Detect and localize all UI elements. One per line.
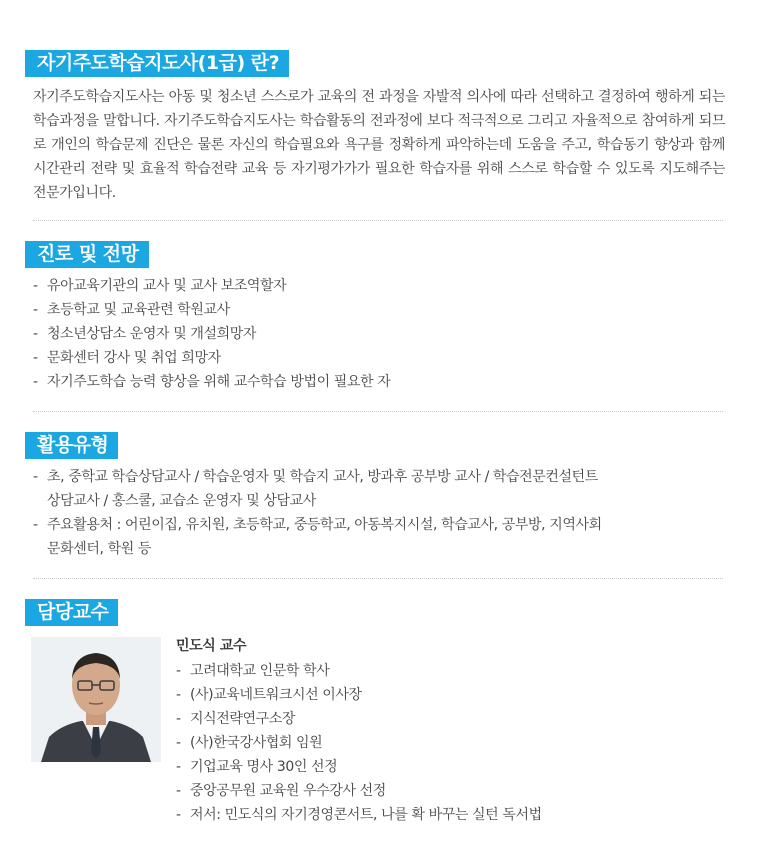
dash-bullet: - <box>33 517 38 533</box>
list-item-text: 청소년상담소 운영자 및 개설희망자 <box>47 326 257 342</box>
dash-bullet: - <box>176 687 181 703</box>
list-item <box>176 659 542 683</box>
dash-bullet: - <box>33 469 38 485</box>
divider <box>33 411 723 412</box>
list-item-text: 자기주도학습 능력 향상을 위해 교수학습 방법이 필요한 자 <box>47 374 391 390</box>
list-item-text: 유아교육기관의 교사 및 교사 보조역할자 <box>47 278 287 294</box>
list-item-text: 중앙공무원 교육원 우수강사 선정 <box>190 783 386 799</box>
dash-bullet: - <box>176 711 181 727</box>
instructor-heading: 담당교수 <box>25 599 118 626</box>
list-item <box>33 298 390 322</box>
dash-bullet: - <box>33 374 38 390</box>
dash-bullet: - <box>176 783 181 799</box>
dash-bullet: - <box>33 278 38 294</box>
dash-bullet: - <box>176 807 181 823</box>
dash-bullet: - <box>33 350 38 366</box>
list-item <box>176 779 542 803</box>
list-item <box>33 370 390 394</box>
list-item <box>33 465 602 513</box>
list-item-text: 고려대학교 인문학 학사 <box>190 663 330 679</box>
list-item-text: 초등학교 및 교육관련 학원교사 <box>47 302 230 318</box>
dash-bullet: - <box>176 735 181 751</box>
list-item <box>176 707 542 731</box>
divider <box>33 220 723 221</box>
list-item <box>33 274 390 298</box>
instructor-name: 민도식 교수 <box>176 638 247 654</box>
list-item-text: 기업교육 명사 30인 선정 <box>190 759 338 775</box>
list-item-text: (사)한국강사협회 임원 <box>190 735 323 751</box>
list-item-text: 초, 중학교 학습상담교사 / 학습운영자 및 학습지 교사, 방과후 공부방 교사 / 학습전문컨설턴트 <box>47 469 598 485</box>
list-item <box>33 346 390 370</box>
list-item <box>176 803 542 827</box>
career-heading: 진로 및 전망 <box>25 241 149 268</box>
dash-bullet: - <box>176 663 181 679</box>
list-item-text: 문화센터 강사 및 취업 희망자 <box>47 350 221 366</box>
list-item <box>33 513 602 561</box>
dash-bullet: - <box>33 302 38 318</box>
list-item-text-cont: 문화센터, 학원 등 <box>47 541 152 557</box>
instructor-photo <box>31 637 161 762</box>
usage-heading: 활용유형 <box>25 432 118 459</box>
divider <box>33 578 723 579</box>
career-list <box>33 274 390 394</box>
intro-body: 자기주도학습지도사는 아동 및 청소년 스스로가 교육의 전 과정을 자발적 의사에 따라 선택하고 결정하여 행하게 되는 학습과정을 말합니다. 자기주도학습지도사는 학습활동의 전과정에 보다 적극적으로 그리고 자율적으로 참여하게 되므로 개인의 학습문제 진단은 물론 자신의 학습필요와 욕구를 정확하게 파악하는데 도움을 주고, 학습동기 향상과 함께 시간관리 전략 및 효율적 학습전략 교육 등 자기평가가가 필요한 학습자를 위해 스스로 학습할 수 있도록 지도해주는 전문가입니다. <box>33 89 725 201</box>
list-item-text: 주요활용처 : 어린이집, 유치원, 초등학교, 중등학교, 아동복지시설, 학습교사, 공부방, 지역사회 <box>47 517 602 533</box>
intro-heading: 자기주도학습지도사(1급) 란? <box>25 50 289 77</box>
usage-list <box>33 465 602 561</box>
list-item-text-cont: 상담교사 / 홍스쿨, 교습소 운영자 및 상담교사 <box>47 493 316 509</box>
instructor-profile-list <box>176 659 542 827</box>
list-item-text: 지식전략연구소장 <box>190 711 295 727</box>
list-item-text: 저서: 민도식의 자기경영콘서트, 나를 확 바꾸는 실턴 독서법 <box>190 807 542 823</box>
instructor-portrait-image <box>31 637 161 762</box>
list-item <box>176 755 542 779</box>
list-item <box>176 683 542 707</box>
dash-bullet: - <box>176 759 181 775</box>
list-item <box>33 322 390 346</box>
list-item-text: (사)교육네트워크시선 이사장 <box>190 687 362 703</box>
list-item <box>176 731 542 755</box>
dash-bullet: - <box>33 326 38 342</box>
